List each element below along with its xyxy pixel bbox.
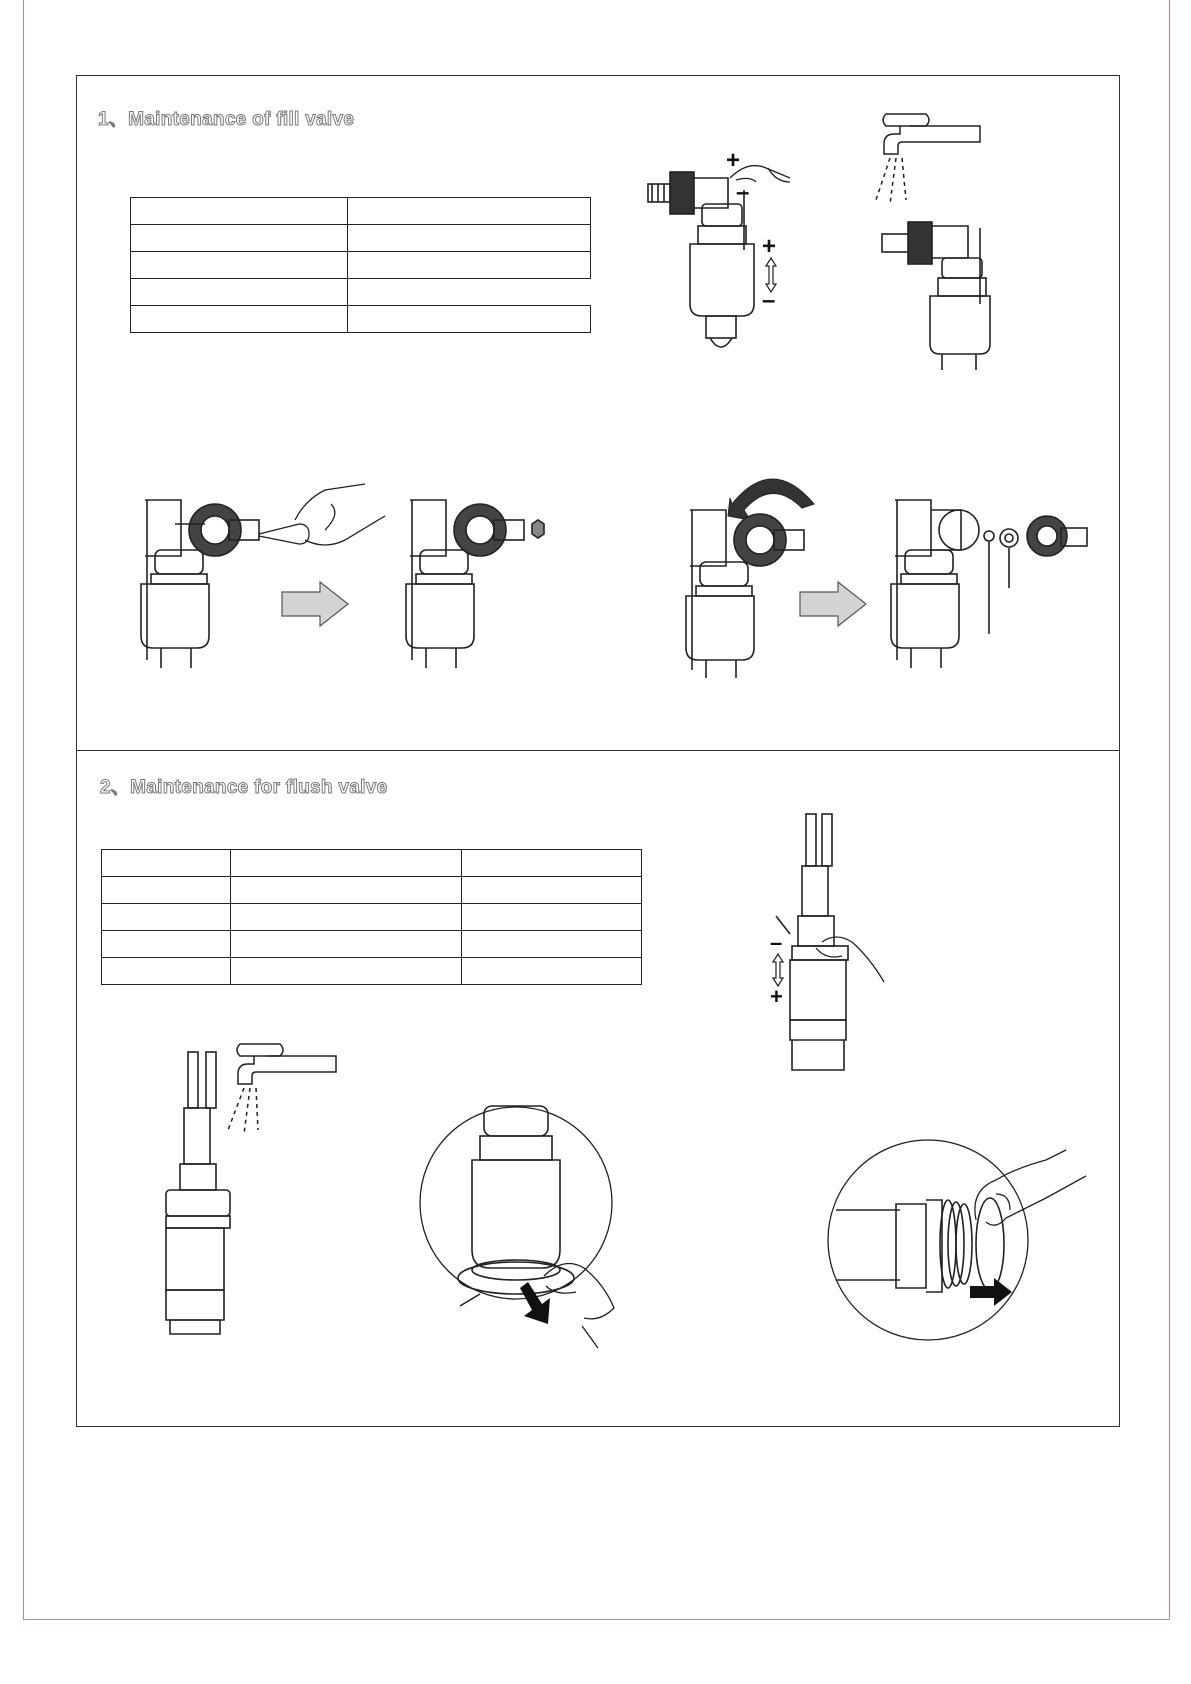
flush-valve-seal-figure (420, 1108, 640, 1348)
plus-icon: + (726, 147, 741, 174)
hand-icon (975, 1150, 1086, 1225)
table-row (102, 904, 642, 931)
table-row (102, 850, 642, 877)
flush-valve-rinse-figure (160, 1046, 340, 1346)
table-row (131, 225, 591, 252)
fill-valve-adjust-figure (640, 147, 820, 360)
flush-valve-adjust-figure (770, 812, 900, 1068)
fill-valve-step-1-figure (135, 480, 405, 670)
table-row (131, 279, 591, 306)
fill-valve-table (130, 197, 591, 333)
flush-valve-oring-figure (830, 1130, 1090, 1360)
plus-icon: + (770, 984, 783, 1009)
table-row (102, 931, 642, 958)
minus-icon: – (736, 179, 750, 206)
minus-icon: – (770, 930, 783, 955)
table-row (131, 306, 591, 333)
flush-valve-table (101, 849, 642, 985)
arrow-right-icon (280, 582, 350, 626)
flush-valve-title: 2、Maintenance for flush valve (100, 777, 388, 798)
plus-icon: + (762, 233, 777, 260)
fill-valve-step-2-figure (400, 480, 560, 670)
table-row (102, 958, 642, 985)
arrow-right-icon (798, 582, 868, 626)
fill-valve-step-3-figure (680, 470, 820, 680)
water-tap-icon (228, 1044, 336, 1134)
arrow-down-icon (520, 1282, 550, 1324)
minus-icon: – (762, 287, 776, 314)
table-row (131, 198, 591, 225)
scissors-icon (259, 524, 309, 544)
table-row (102, 877, 642, 904)
table-row (131, 252, 591, 279)
rotate-arrow-icon (728, 479, 814, 520)
fill-valve-step-4-figure (885, 480, 1095, 680)
fill-valve-title: 1、Maintenance of fill valve (98, 109, 355, 130)
fill-valve-rinse-figure (880, 108, 1040, 368)
arrow-right-icon (970, 1278, 1012, 1306)
double-arrow-icon (773, 954, 783, 986)
water-tap-icon (876, 114, 980, 204)
